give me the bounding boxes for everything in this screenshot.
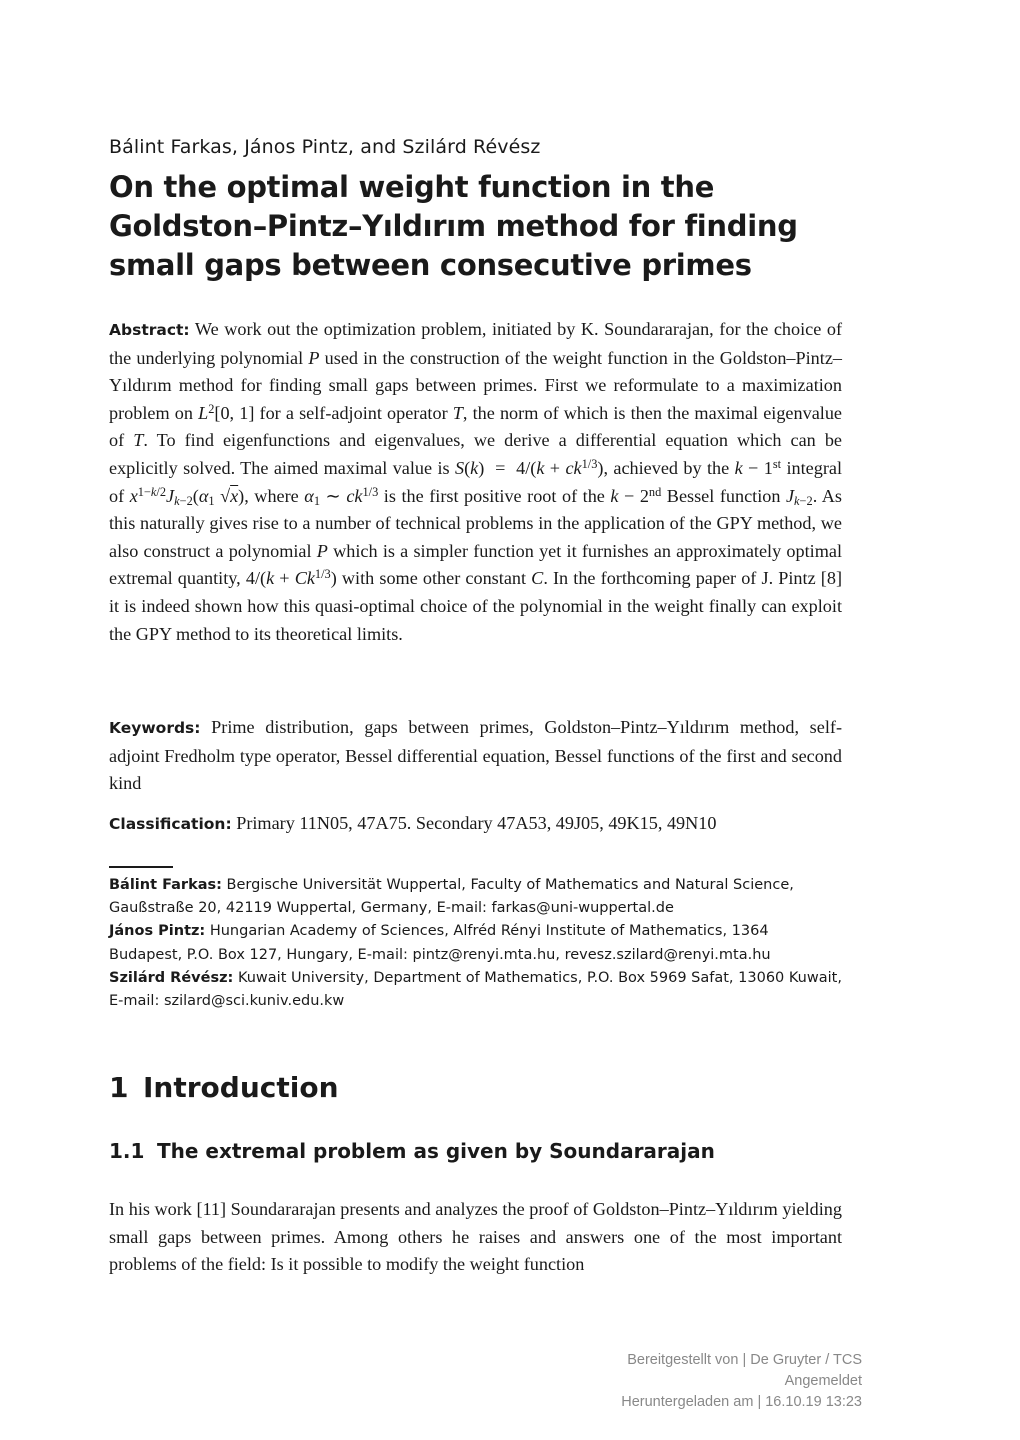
affiliation-name: Bálint Farkas: (109, 877, 222, 893)
classification-label: Classification: (109, 815, 232, 833)
keywords-text: Prime distribution, gaps between primes, Goldston–Pintz–Yıldırım method, self-adjoint Fredholm type operator, Bessel differential equation, Bessel functions of the first and second kind (109, 717, 843, 794)
affiliation-revesz (109, 967, 842, 1013)
affiliation-farkas (109, 874, 842, 920)
download-footer (621, 1350, 862, 1413)
footer-login-status: Angemeldet (784, 1373, 862, 1389)
affiliation-name: Szilárd Révész: (109, 969, 234, 986)
keywords-label: Keywords: (109, 719, 201, 737)
subsection-heading (109, 1139, 715, 1163)
paper-title: On the optimal weight function in the Goldston–Pintz–Yıldırım method for finding small gaps between consecutive primes (109, 170, 798, 282)
footer-download-date: Heruntergeladen am | 16.10.19 13:23 (621, 1394, 862, 1410)
abstract-label: Abstract: (109, 321, 190, 339)
intro-paragraph: In his work [11] Soundararajan presents and analyzes the proof of Goldston–Pintz–Yıldırım yielding small gaps between primes. Among others he raises and answers one of the most important problems of the field: Is it possible to modify the weight function (109, 1199, 842, 1275)
affiliation-text: Bergische Universität Wuppertal, Faculty of Mathematics and Natural Science, Gaußstraße 20, 42119 Wuppertal, Germany, E-mail: farkas@uni-wuppertal.de (109, 877, 794, 917)
subsection-title: The extremal problem as given by Soundararajan (157, 1139, 715, 1163)
footnote-divider (109, 866, 173, 868)
section-title: Introduction (143, 1071, 339, 1104)
footer-provider: Bereitgestellt von | De Gruyter / TCS (627, 1352, 862, 1368)
section-number: 1 (109, 1071, 129, 1104)
affiliations (109, 874, 842, 1013)
classification (109, 810, 842, 839)
author-list: Bálint Farkas, János Pintz, and Szilárd Révész (109, 136, 541, 158)
section-heading (109, 1071, 339, 1104)
affiliation-pintz (109, 920, 842, 966)
abstract (109, 316, 842, 648)
abstract-text: We work out the optimization problem, initiated by K. Soundararajan, for the choice of the underlying polynomial P used in the construction of the weight function in the Goldston–Pintz–Yıldırım method for finding small gaps between primes. First we reformulate to a maximization problem on $L^2[0$, 1] for a self-adjoint operator T, the norm of which is then the maximal eigenvalue of T. To find eigenfunctions and eigenvalues, we derive a differential equation which can be explicitly solved. The aimed maximal value is $S(k) = 4/(k + ck^{1/3})$, achieved by the k − 1st integral of $x^{1-k/2}J_{k-2}(\alpha_1$ √x), where $\alpha_1$ ∼ $ck^{1/3}$ is the first positive root of the k − 2nd Bessel function $J_{k-2}$. As this naturally gives rise to a number of technical problems in the application of the GPY method, we also construct a polynomial P which is a simpler function yet it furnishes an approximately optimal extremal quantity, $4/(k + Ck^{1/3})$ with some other constant C. In the forthcoming paper of J. Pintz [8] it is indeed shown how this quasi-optimal choice of the polynomial in the weight finally can exploit the GPY method to its theoretical limits. (109, 319, 843, 644)
classification-text: Primary 11N05, 47A75. Secondary 47A53, 49J05, 49K15, 49N10 (236, 813, 717, 833)
affiliation-name: János Pintz: (109, 923, 206, 940)
affiliation-text: Kuwait University, Department of Mathematics, P.O. Box 5969 Safat, 13060 Kuwait, E-mail: szilard@sci.kuniv.edu.kw (109, 969, 842, 1010)
keywords (109, 714, 842, 798)
affiliation-text: Hungarian Academy of Sciences, Alfréd Rényi Institute of Mathematics, 1364 Budapest, P.O. Box 127, Hungary, E-mail: pintz@renyi.mta.hu, revesz.szilard@renyi.mta.hu (109, 923, 771, 963)
subsection-number: 1.1 (109, 1139, 145, 1163)
